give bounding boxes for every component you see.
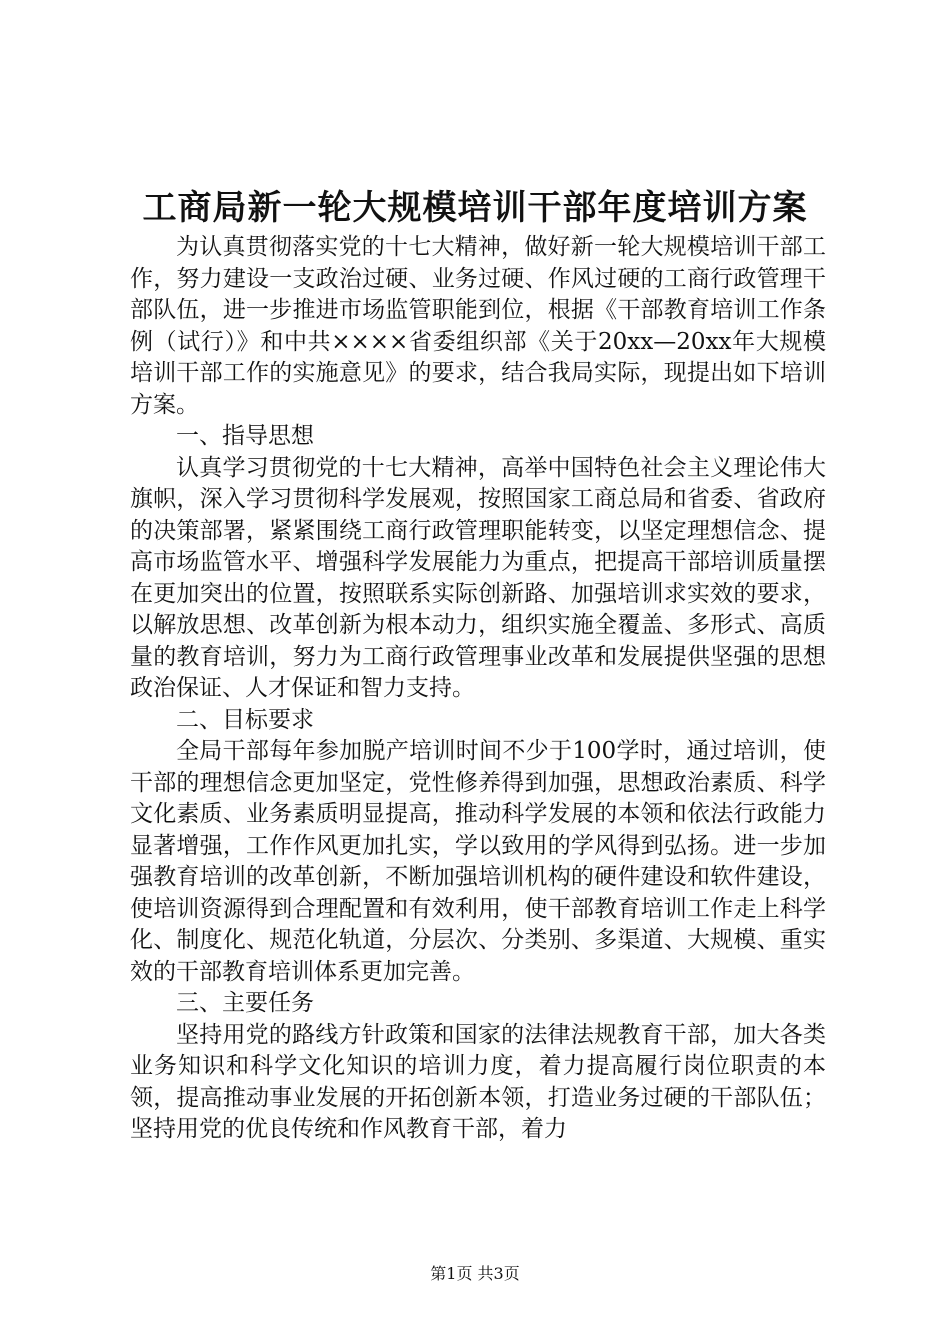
paragraph-guiding-ideology: 认真学习贯彻党的十七大精神，高举中国特色社会主义理论伟大旗帜，深入学习贯彻科学发展观，按照国家工商总局和省委、省政府的决策部署，紧紧围绕工商行政管理职能转变，以坚定理想信念、提高市场监管水平、增强科学发展能力为重点，把提高干部培训质量摆在更加突出的位置，按照联系实际创新路、加强培训求实效的要求，以解放思想、改革创新为根本动力，组织实施全覆盖、多形式、高质量的教育培训，努力为工商行政管理事业改革和发展提供坚强的思想政治保证、人才保证和智力支持。 [130,454,826,701]
document-body [130,232,826,1146]
section-heading-objectives: 二、目标要求 [176,706,314,733]
paragraph-main-tasks: 坚持用党的路线方针政策和国家的法律法规教育干部，加大各类业务知识和科学文化知识的培训力度，着力提高履行岗位职责的本领，提高推动事业发展的开拓创新本领，打造业务过硬的干部队伍；坚持用党的优良传统和作风教育干部，着力 [130,1021,826,1142]
page-number-footer: 第1页 共3页 [430,1264,520,1283]
section-heading-guiding-ideology: 一、指导思想 [176,423,314,449]
section-heading-main-tasks: 三、主要任务 [176,990,314,1016]
document-title: 工商局新一轮大规模培训干部年度培训方案 [142,188,808,228]
paragraph-intro: 为认真贯彻落实党的十七大精神，做好新一轮大规模培训干部工作，努力建设一支政治过硬、业务过硬、作风过硬的工商行政管理干部队伍，进一步推进市场监管职能到位，根据《干部教育培训工作条例（试行）》和中共××××省委组织部《关于20xx—20xx年大规模培训干部工作的实施意见》的要求，结合我局实际，现提出如下培训方案。 [130,234,826,418]
paragraph-objectives: 全局干部每年参加脱产培训时间不少于100学时，通过培训，使干部的理想信念更加坚定，党性修养得到加强，思想政治素质、科学文化素质、业务素质明显提高，推动科学发展的本领和依法行政能力显著增强，工作作风更加扎实，学以致用的学风得到弘扬。进一步加强教育培训的改革创新，不断加强培训机构的硬件建设和软件建设，使培训资源得到合理配置和有效利用，使干部教育培训工作走上科学化、制度化、规范化轨道，分层次、分类别、多渠道、大规模、重实效的干部教育培训体系更加完善。 [130,738,826,985]
